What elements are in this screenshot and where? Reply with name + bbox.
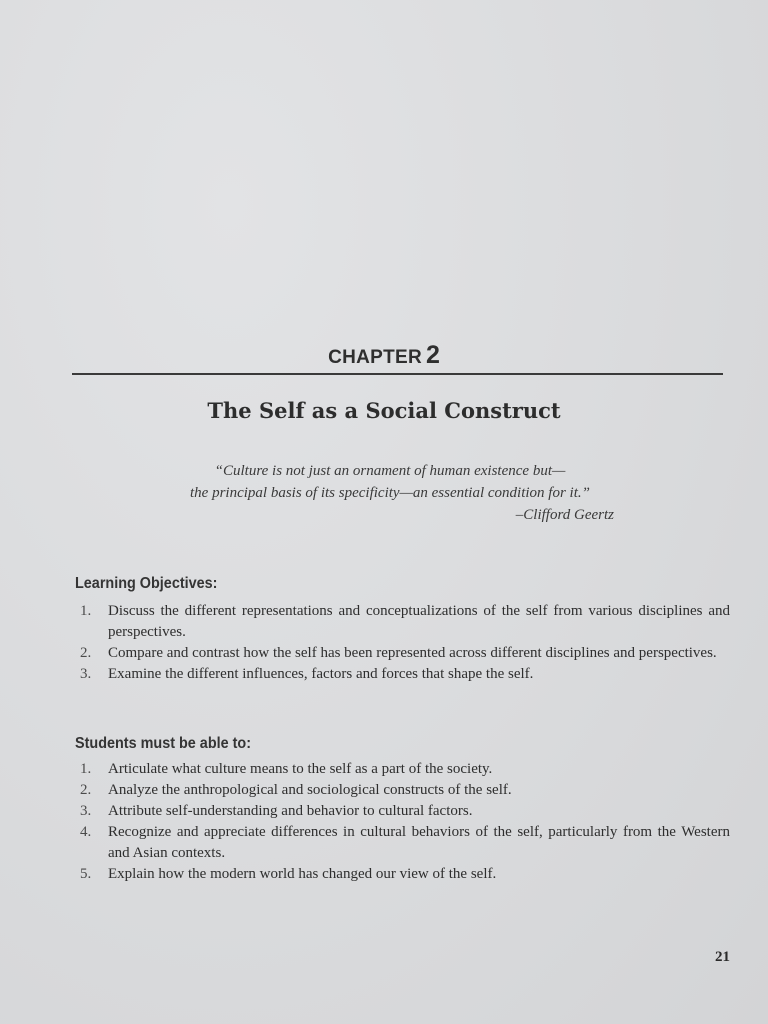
- list-item: [80, 801, 730, 822]
- chapter-title: The Self as a Social Construct: [207, 398, 561, 423]
- list-item-text: Recognize and appreciate differences in cultural behaviors of the self, particularly from the Western and Asian contexts.: [108, 824, 730, 861]
- list-item: [80, 643, 730, 664]
- list-item: [80, 780, 730, 801]
- page-number: 21: [715, 949, 730, 965]
- list-item: [80, 822, 730, 864]
- list-item-number: 1.: [80, 761, 92, 777]
- list-item-text: Compare and contrast how the self has been represented across different disciplines and perspectives.: [108, 645, 717, 661]
- list-item: [80, 864, 730, 885]
- epigraph-line-1: “Culture is not just an ornament of human existence but—: [214, 463, 566, 479]
- list-item-text: Examine the different influences, factors and forces that shape the self.: [108, 666, 534, 682]
- learning-objectives-list: [80, 601, 730, 685]
- list-item: [80, 601, 730, 643]
- epigraph-quote: [150, 460, 630, 526]
- chapter-label: CHAPTER: [328, 347, 423, 368]
- students-must-list: [80, 759, 730, 885]
- epigraph-line-2: the principal basis of its specificity—an essential condition for it.”: [190, 485, 590, 501]
- list-item-number: 2.: [80, 782, 92, 798]
- list-item-text: Discuss the different representations and conceptualizations of the self from various disciplines and perspectives.: [108, 603, 730, 640]
- list-item-number: 5.: [80, 866, 92, 882]
- list-item-text: Articulate what culture means to the self as a part of the society.: [108, 761, 493, 777]
- list-item: [80, 759, 730, 780]
- list-item: [80, 664, 730, 685]
- chapter-heading: [0, 341, 768, 370]
- students-must-heading: Students must be able to:: [75, 735, 252, 752]
- list-item-number: 1.: [80, 603, 92, 619]
- epigraph-attribution: –Clifford Geertz: [515, 507, 614, 523]
- list-item-number: 2.: [80, 645, 92, 661]
- list-item-number: 3.: [80, 666, 92, 682]
- list-item-text: Analyze the anthropological and sociological constructs of the self.: [108, 782, 512, 798]
- chapter-number: 2: [426, 341, 440, 369]
- list-item-text: Attribute self-understanding and behavior to cultural factors.: [108, 803, 473, 819]
- chapter-divider: [72, 373, 723, 375]
- list-item-number: 4.: [80, 824, 92, 840]
- list-item-text: Explain how the modern world has changed our view of the self.: [108, 866, 497, 882]
- list-item-number: 3.: [80, 803, 92, 819]
- learning-objectives-heading: Learning Objectives:: [75, 575, 218, 592]
